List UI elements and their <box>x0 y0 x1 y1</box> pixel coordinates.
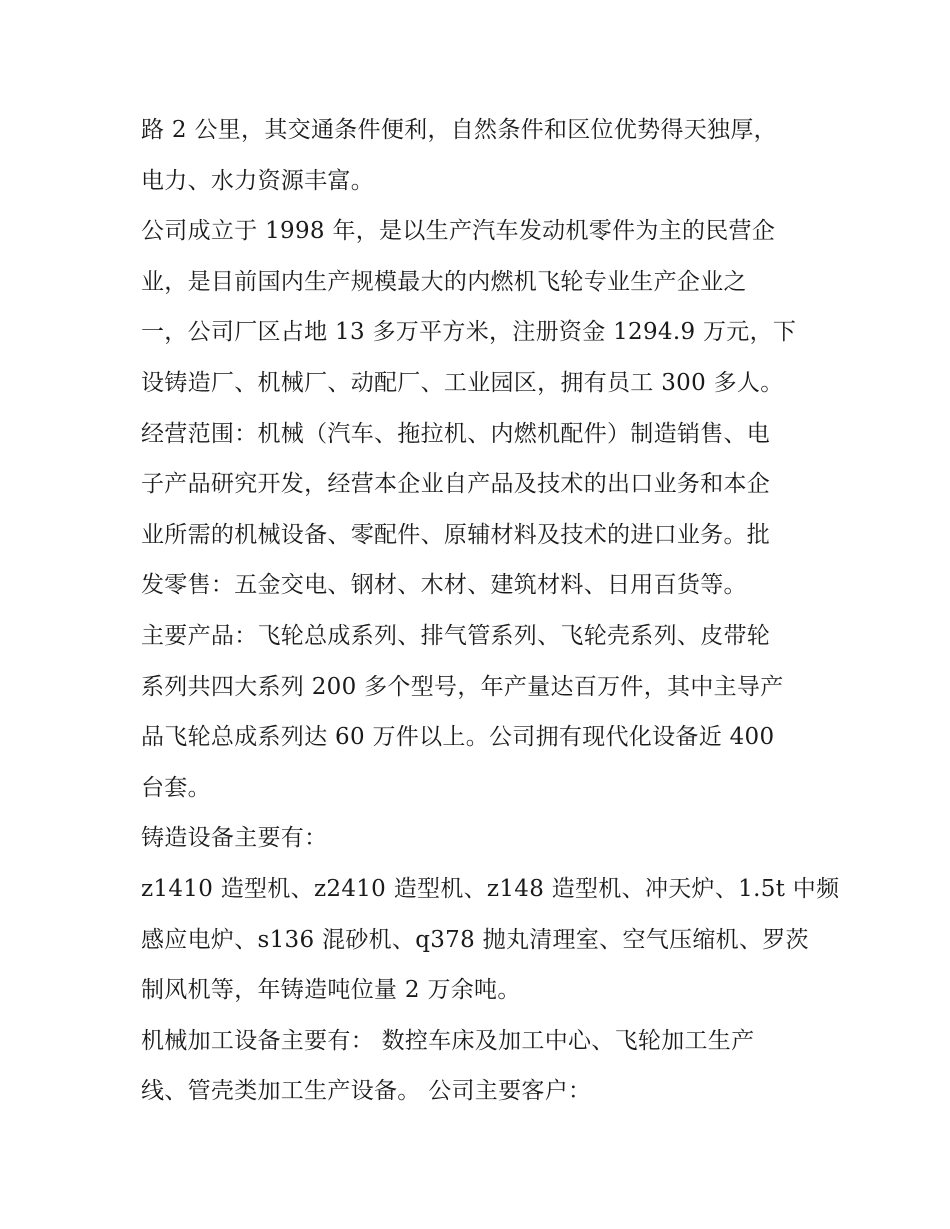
text-line: 电力、水力资源丰富。 <box>141 168 374 194</box>
text-line: 主要产品：飞轮总成系列、排气管系列、飞轮壳系列、皮带轮 <box>141 623 771 649</box>
text-line: 系列共四大系列 200 多个型号，年产量达百万件，其中主导产 <box>141 674 784 700</box>
text-line: 发零售：五金交电、钢材、木材、建筑材料、日用百货等。 <box>141 572 747 598</box>
text-line: 铸造设备主要有： <box>141 825 328 851</box>
text-line: 经营范围：机械（汽车、拖拉机、内燃机配件）制造销售、电 <box>141 421 771 447</box>
text-line: 制风机等，年铸造吨位量 2 万余吨。 <box>141 977 521 1003</box>
text-line: 路 2 公里，其交通条件便利，自然条件和区位优势得天独厚， <box>141 117 777 143</box>
text-line: 业，是目前国内生产规模最大的内燃机飞轮专业生产企业之 <box>141 269 747 295</box>
text-line: 品飞轮总成系列达 60 万件以上。公司拥有现代化设备近 400 <box>141 724 775 750</box>
text-line: 机械加工设备主要有： 数控车床及加工中心、飞轮加工生产 <box>141 1028 755 1054</box>
text-line: 设铸造厂、机械厂、动配厂、工业园区，拥有员工 300 多人。 <box>141 370 784 396</box>
text-line: 公司成立于 1998 年，是以生产汽车发动机零件为主的民营企 <box>141 218 776 244</box>
text-line: 台套。 <box>141 775 211 801</box>
text-line: 一，公司厂区占地 13 多万平方米，注册资金 1294.9 万元，下 <box>141 319 797 345</box>
text-line: 子产品研究开发，经营本企业自产品及技术的出口业务和本企 <box>141 471 771 497</box>
text-line: 业所需的机械设备、零配件、原辅材料及技术的进口业务。批 <box>141 522 771 548</box>
text-line: 感应电炉、s136 混砂机、q378 抛丸清理室、空气压缩机、罗茨 <box>141 927 809 953</box>
text-line: 线、管壳类加工生产设备。 公司主要客户： <box>141 1078 592 1104</box>
text-line: z1410 造型机、z2410 造型机、z148 造型机、冲天炉、1.5t 中频 <box>141 876 840 902</box>
